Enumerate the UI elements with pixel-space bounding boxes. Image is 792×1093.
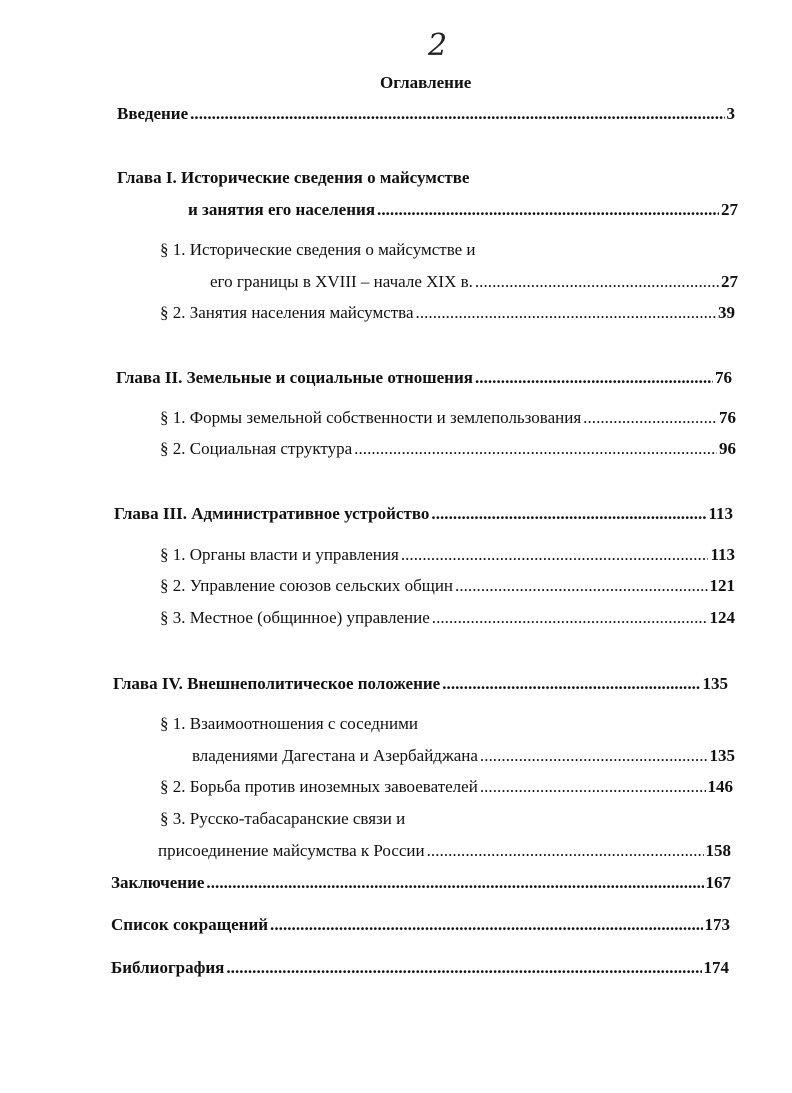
toc-entry-page: 146 <box>707 777 733 796</box>
toc-entry-page: 27 <box>721 272 738 291</box>
toc-entry-page: 113 <box>710 545 735 564</box>
toc-ch3-section-2[interactable] <box>160 574 735 598</box>
toc-entry-page: 96 <box>719 439 736 458</box>
toc-entry-label: § 2. Занятия населения майсумства <box>160 303 414 322</box>
toc-entry-page: 124 <box>709 608 735 627</box>
toc-entry-page: 121 <box>709 576 735 595</box>
toc-entry-page: 167 <box>705 873 731 892</box>
toc-ch2-section-1[interactable] <box>160 406 736 430</box>
leader-dots <box>206 871 703 895</box>
leader-dots <box>431 502 706 526</box>
toc-ch2-section-2[interactable] <box>160 437 736 461</box>
toc-ch4-section-3[interactable] <box>158 839 731 863</box>
toc-chapter-4[interactable] <box>113 672 728 696</box>
toc-entry-label: Введение <box>117 104 189 123</box>
toc-entry-label: Глава IV. Внешнеполитическое положение <box>113 674 441 693</box>
toc-entry-label: § 2. Социальная структура <box>160 439 353 458</box>
toc-entry-page: 3 <box>726 104 735 123</box>
toc-ch4-section-1-line1[interactable]: § 1. Взаимоотношения с соседними <box>160 714 418 733</box>
toc-entry-label: его границы в XVIII – начале XIX в. <box>210 272 473 291</box>
toc-chapter-2[interactable] <box>116 366 732 390</box>
toc-entry-bibliography[interactable] <box>111 956 729 980</box>
toc-entry-label: Глава III. Административное устройство <box>114 504 430 523</box>
toc-entry-label: § 2. Управление союзов сельских общин <box>160 576 454 595</box>
toc-entry-label: присоединение майсумства к России <box>158 841 425 860</box>
leader-dots <box>432 606 708 630</box>
toc-entry-label: владениями Дагестана и Азербайджана <box>192 746 478 765</box>
toc-entry-page: 27 <box>721 200 738 219</box>
toc-chapter-1-line1[interactable]: Глава I. Исторические сведения о майсумстве <box>117 168 470 187</box>
toc-entry-label: § 2. Борьба против иноземных завоевателей <box>160 777 478 796</box>
toc-entry-label: § 3. Местное (общинное) управление <box>160 608 430 627</box>
toc-ch3-section-3[interactable] <box>160 606 735 630</box>
toc-ch3-section-1[interactable] <box>160 543 735 567</box>
toc-ch1-section-2[interactable] <box>160 301 735 325</box>
toc-entry-label: Заключение <box>111 873 205 892</box>
toc-entry-conclusion[interactable] <box>111 871 731 895</box>
toc-ch4-section-2[interactable] <box>160 775 733 799</box>
leader-dots <box>190 102 724 126</box>
handwritten-page-number: 2 <box>428 28 448 63</box>
toc-entry-label: Глава II. Земельные и социальные отношения <box>116 368 473 387</box>
toc-entry-page: 76 <box>719 408 736 427</box>
toc-ch4-section-1[interactable] <box>192 744 735 768</box>
leader-dots <box>354 437 717 461</box>
toc-ch1-section-1[interactable] <box>210 270 738 294</box>
toc-entry-page: 135 <box>709 746 735 765</box>
leader-dots <box>401 543 709 567</box>
toc-entry-abbreviations[interactable] <box>111 913 730 937</box>
leader-dots <box>226 956 701 980</box>
leader-dots <box>416 301 716 325</box>
toc-entry-page: 39 <box>718 303 735 322</box>
leader-dots <box>377 198 719 222</box>
leader-dots <box>475 366 713 390</box>
toc-entry-page: 158 <box>705 841 731 860</box>
leader-dots <box>475 270 719 294</box>
toc-ch1-section-1-line1[interactable]: § 1. Исторические сведения о майсумстве и <box>160 240 476 259</box>
toc-entry-label: Список сокращений <box>111 915 269 934</box>
leader-dots <box>480 775 706 799</box>
leader-dots <box>270 913 702 937</box>
toc-entry-page: 174 <box>703 958 729 977</box>
toc-chapter-1[interactable] <box>188 198 738 222</box>
leader-dots <box>427 839 704 863</box>
leader-dots <box>480 744 708 768</box>
toc-title: Оглавление <box>380 73 472 92</box>
toc-entry-label: Библиография <box>111 958 225 977</box>
toc-entry-page: 76 <box>715 368 732 387</box>
toc-entry-page: 113 <box>708 504 733 523</box>
toc-entry-label: § 1. Формы земельной собственности и землепользования <box>160 408 582 427</box>
toc-entry-intro[interactable] <box>117 102 735 126</box>
toc-entry-page: 173 <box>704 915 730 934</box>
toc-entry-label: и занятия его населения <box>188 200 376 219</box>
toc-ch4-section-3-line1[interactable]: § 3. Русско-табасаранские связи и <box>160 809 406 828</box>
toc-entry-page: 135 <box>702 674 728 693</box>
leader-dots <box>442 672 700 696</box>
toc-chapter-3[interactable] <box>114 502 733 526</box>
leader-dots <box>455 574 707 598</box>
leader-dots <box>583 406 717 430</box>
toc-entry-label: § 1. Органы власти и управления <box>160 545 399 564</box>
